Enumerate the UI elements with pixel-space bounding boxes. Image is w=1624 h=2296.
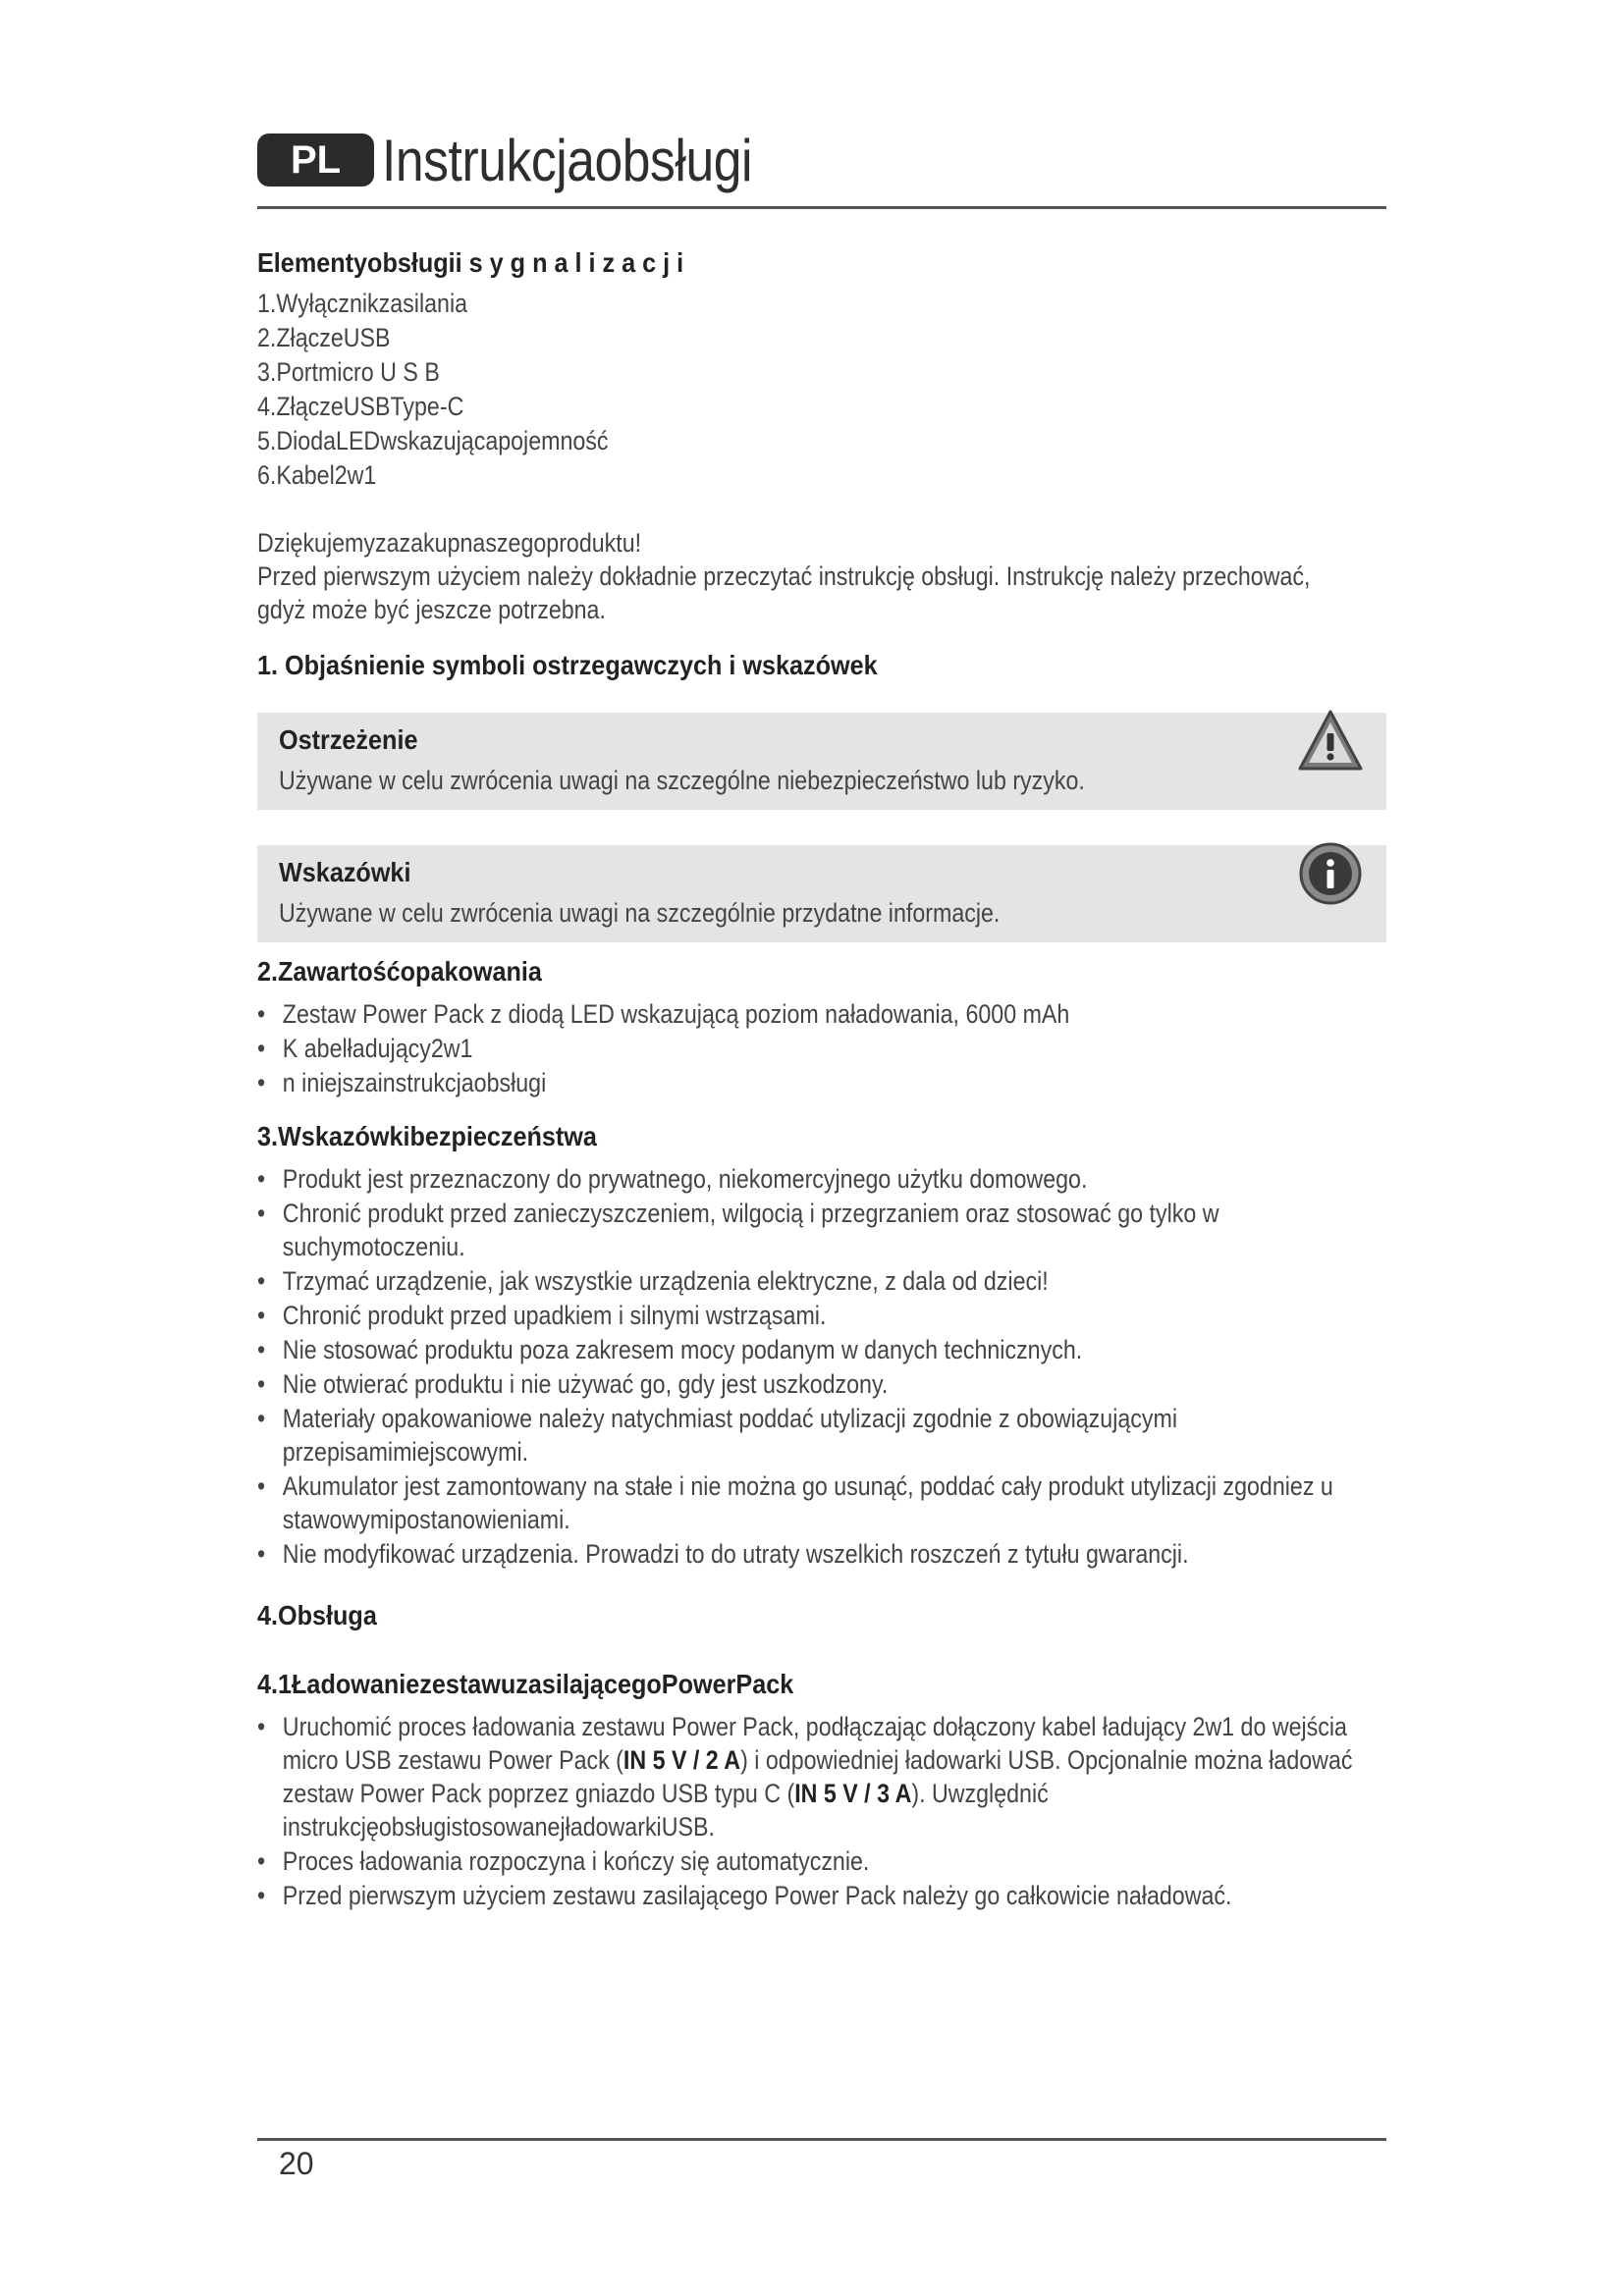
page-header xyxy=(257,116,813,204)
intro-text: Przed pierwszym użyciem należy dokładnie przeczytać instrukcję obsługi. Instrukcję należy przechować, gdyż może być jeszcze potrzebna. xyxy=(257,561,1311,624)
list-item: 2.ZłączeUSB xyxy=(257,323,391,352)
list-item: • Przed pierwszym użyciem zestawu zasilającego Power Pack należy go całkowicie naładować. xyxy=(257,1879,1388,1912)
list-item: • Proces ładowania rozpoczyna i kończy się automatycznie. xyxy=(257,1844,1388,1878)
warning-triangle-icon xyxy=(1296,707,1365,775)
section-1-heading: 1. Objaśnienie symboli ostrzegawczych i wskazówek xyxy=(257,650,878,680)
list-item: 4.ZłączeUSBType-C xyxy=(257,392,464,421)
page-content xyxy=(257,247,1386,1912)
list-item: • n iniejszainstrukcjaobsługi xyxy=(257,1066,1388,1099)
document-title: Instrukcjaobsługi xyxy=(382,127,753,193)
warning-box xyxy=(257,713,1386,810)
charging-text-part1: Uruchomić proces ładowania zestawu Power Pack, podłączając dołączony kabel ładujący 2w1 do wejścia micro USB zestawu Power Pack ( xyxy=(282,1712,1347,1775)
warning-title: Ostrzeżenie xyxy=(279,724,418,755)
section-4-heading: 4.Obsługa xyxy=(257,1600,377,1630)
hint-box xyxy=(257,845,1386,942)
header-divider xyxy=(257,206,1386,209)
controls-heading: Elementyobsługii s y g n a l i z a c j i xyxy=(257,247,684,278)
list-item: • Materiały opakowaniowe należy natychmiast poddać utylizacji zgodnie z obowiązującymi przepisamimiejscowymi. xyxy=(257,1402,1388,1468)
micro-usb-input-rating: IN 5 V / 2 A xyxy=(623,1745,741,1775)
list-item xyxy=(257,1710,1388,1843)
page-number: 20 xyxy=(279,2146,314,2181)
section-4-1-heading: 4.1ŁadowaniezestawuzasilającegoPowerPack xyxy=(257,1669,794,1699)
list-item: • Nie stosować produktu poza zakresem mocy podanym w danych technicznych. xyxy=(257,1333,1388,1366)
footer-divider xyxy=(257,2138,1386,2141)
safety-list xyxy=(257,1162,1386,1571)
hint-title: Wskazówki xyxy=(279,857,411,887)
list-item: • Akumulator jest zamontowany na stałe i nie można go usunąć, poddać cały produkt utylizacji zgodniez u stawowymipostanowieniami. xyxy=(257,1469,1388,1536)
list-item: 1.Wyłącznikzasilania xyxy=(257,289,468,318)
list-item: 5.DiodaLEDwskazującapojemność xyxy=(257,426,609,455)
section-3-heading: 3.Wskazówkibezpieczeństwa xyxy=(257,1121,597,1151)
controls-list xyxy=(257,287,1386,493)
list-item: 6.Kabel2w1 xyxy=(257,460,377,490)
list-item: • Zestaw Power Pack z diodą LED wskazującą poziom naładowania, 6000 mAh xyxy=(257,997,1388,1031)
thanks-text: Dziękujemyzazakupnaszegoproduktu! xyxy=(257,528,642,558)
language-badge: PL xyxy=(257,133,374,187)
list-item: • Nie otwierać produktu i nie używać go, gdy jest uszkodzony. xyxy=(257,1367,1388,1401)
hint-text: Używane w celu zwrócenia uwagi na szczególnie przydatne informacje. xyxy=(279,898,1001,928)
charging-text-part2: ) i odpowiedniej ładowarki USB. Opcjonalnie można ładować zestaw Power Pack poprzez gniazdo USB typu C ( xyxy=(282,1745,1353,1808)
charging-list xyxy=(257,1710,1386,1912)
list-item: 3.Portmicro U S B xyxy=(257,357,440,387)
list-item: • Nie modyfikować urządzenia. Prowadzi to do utraty wszelkich roszczeń z tytułu gwarancji. xyxy=(257,1537,1388,1571)
package-contents-list xyxy=(257,997,1386,1099)
list-item: • Trzymać urządzenie, jak wszystkie urządzenia elektryczne, z dala od dzieci! xyxy=(257,1264,1388,1298)
list-item: • Chronić produkt przed zanieczyszczeniem, wilgocią i przegrzaniem oraz stosować go tylko w suchymotoczeniu. xyxy=(257,1197,1388,1263)
info-circle-icon xyxy=(1296,839,1365,908)
usb-c-input-rating: IN 5 V / 3 A xyxy=(794,1779,912,1808)
list-item: • Chronić produkt przed upadkiem i silnymi wstrząsami. xyxy=(257,1299,1388,1332)
charging-text-part3: ). Uwzględnić instrukcjęobsługistosowanejładowarkiUSB. xyxy=(282,1779,1049,1842)
section-2-heading: 2.Zawartośćopakowania xyxy=(257,956,542,987)
warning-text: Używane w celu zwrócenia uwagi na szczególne niebezpieczeństwo lub ryzyko. xyxy=(279,766,1085,795)
list-item: • Produkt jest przeznaczony do prywatnego, niekomercyjnego użytku domowego. xyxy=(257,1162,1388,1196)
list-item: • K abelładujący2w1 xyxy=(257,1032,1388,1065)
